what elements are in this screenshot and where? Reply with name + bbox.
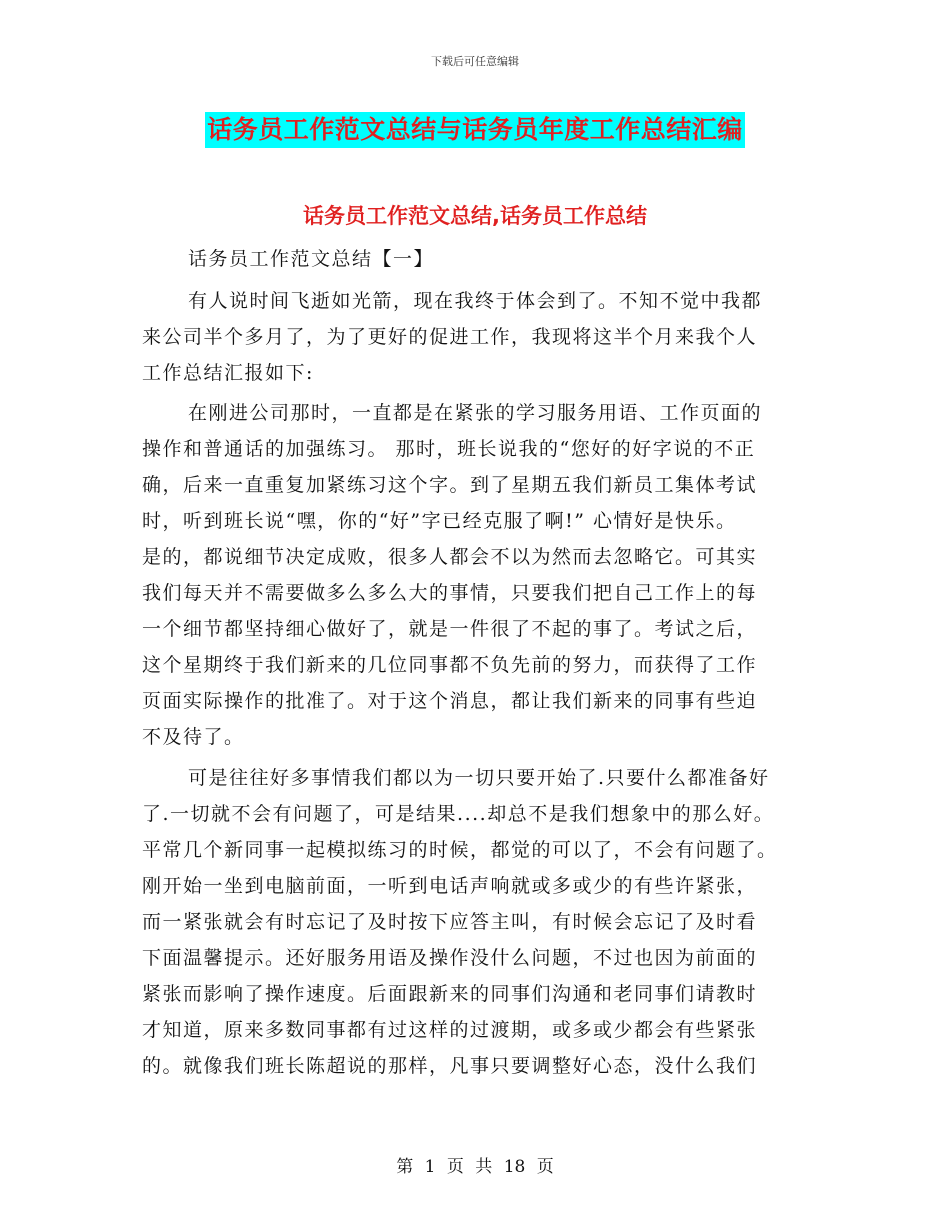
section-heading: 话务员工作范文总结【一】 xyxy=(188,248,435,270)
text-line: 平常几个新同事一起模拟练习的时候，都觉的可以了，不会有问题了。 xyxy=(142,839,778,861)
text-line: 工作总结汇报如下: xyxy=(142,362,314,384)
text-line: 了.一切就不会有问题了，可是结果....却总不是我们想象中的那么好。 xyxy=(142,803,775,825)
text-line: 而一紧张就会有时忘记了及时按下应答主叫，有时候会忘记了及时看 xyxy=(142,911,758,933)
page-number-footer: 第 1 页 共 18 页 xyxy=(396,1157,554,1177)
text-line: 有人说时间飞逝如光箭，现在我终于体会到了。不知不觉中我都 xyxy=(188,290,763,312)
text-line: 时，听到班长说“嘿，你的“好”字已经克服了啊!” 心情好是快乐。 xyxy=(142,510,737,532)
text-line: 这个星期终于我们新来的几位同事都不负先前的努力，而获得了工作 xyxy=(142,654,758,676)
text-line: 我们每天并不需要做多么多么大的事情，只要我们把自己工作上的每 xyxy=(142,582,758,604)
text-line: 来公司半个多月了，为了更好的促进工作，我现将这半个月来我个人 xyxy=(142,326,758,348)
text-line: 可是往往好多事情我们都以为一切只要开始了.只要什么都准备好 xyxy=(188,767,770,789)
text-line: 在刚进公司那时，一直都是在紧张的学习服务用语、工作页面的 xyxy=(188,402,763,424)
text-line: 紧张而影响了操作速度。后面跟新来的同事们沟通和老同事们请教时 xyxy=(142,983,758,1005)
text-line: 确，后来一直重复加紧练习这个字。到了星期五我们新员工集体考试 xyxy=(142,474,758,496)
text-line: 刚开始一坐到电脑前面，一听到电话声响就或多或少的有些许紧张， xyxy=(142,875,758,897)
text-line: 才知道，原来多数同事都有过这样的过渡期，或多或少都会有些紧张 xyxy=(142,1019,758,1041)
main-title-wrap xyxy=(0,112,950,148)
text-line: 是的，都说细节决定成败，很多人都会不以为然而去忽略它。可其实 xyxy=(142,546,758,568)
text-line: 页面实际操作的批准了。对于这个消息，都让我们新来的同事有些迫 xyxy=(142,690,758,712)
text-line: 一个细节都坚持细心做好了，就是一件很了不起的事了。考试之后， xyxy=(142,618,758,640)
sub-title: 话务员工作范文总结,话务员工作总结 xyxy=(303,204,647,228)
header-note: 下载后可任意编辑 xyxy=(431,55,519,68)
text-line: 不及待了。 xyxy=(142,726,245,748)
text-line: 下面温馨提示。还好服务用语及操作没什么问题，不过也因为前面的 xyxy=(142,947,758,969)
main-title: 话务员工作范文总结与话务员年度工作总结汇编 xyxy=(205,112,745,148)
text-line: 操作和普通话的加强练习。 那时，班长说我的“您好的好字说的不正 xyxy=(142,438,756,460)
text-line: 的。就像我们班长陈超说的那样，凡事只要调整好心态，没什么我们 xyxy=(142,1055,758,1077)
